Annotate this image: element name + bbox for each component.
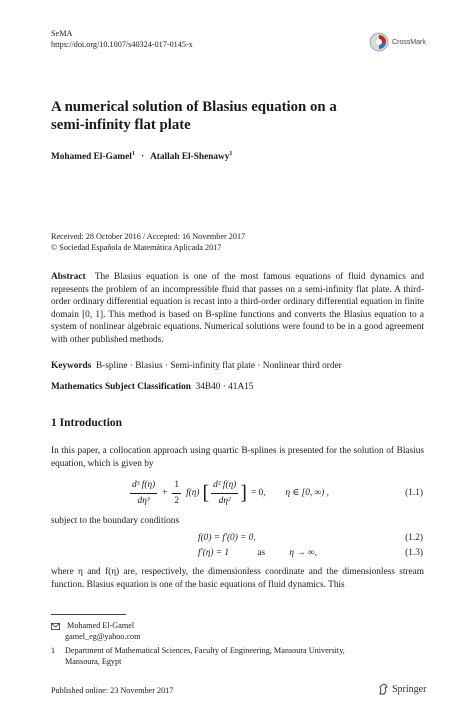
affiliation-line-2: Mansoura, Egypt [65, 657, 122, 666]
eq-1-1-plus: + [162, 487, 168, 498]
journal-name: SeMA [51, 29, 73, 38]
title-line-1: A numerical solution of Blasius equation on a [51, 99, 337, 115]
eq-1-1-equals-zero: = 0, [250, 487, 266, 498]
eq-1-3-lhs: f′(η) = 1 [198, 548, 229, 558]
paper-title [51, 98, 431, 134]
affiliation-line-1: Department of Mathematical Sciences, Faculty of Engineering, Mansoura University, [65, 646, 345, 655]
title-line-2: semi-infinity flat plate [51, 117, 191, 133]
msc-classification [51, 381, 424, 394]
received-accepted-dates: Received: 28 October 2016 / Accepted: 16 November 2017 [51, 232, 246, 241]
boundary-conditions-intro: subject to the boundary conditions [51, 516, 180, 526]
crossmark-badge[interactable] [369, 32, 426, 52]
eq-1-1-frac-second-derivative: $\frac{\text{d² f(η)}}{\text{dη²}}$ [213, 479, 237, 506]
keywords-text: B-spline · Blasius · Semi-infinity flat plate · Nonlinear third order [95, 361, 342, 371]
corresponding-author-name: Mohamed El-Gamel [67, 621, 135, 630]
author-affil-sup-2: 1 [229, 151, 233, 157]
copyright-notice: © Sociedad Española de Matemática Aplicada 2017 [51, 243, 222, 252]
crossmark-logo-icon [369, 32, 389, 52]
intro-paragraph-2: where η and f(η) are, respectively, the dimensionless coordinate and the dimensionless stream function. Blasius equation is one of the basic equations of fluid dynamics. This [51, 567, 424, 590]
published-online-date: Published online: 23 November 2017 [51, 686, 174, 695]
springer-horse-icon [378, 683, 389, 695]
affiliation [65, 645, 425, 667]
eq-1-1-domain: η ∈ [0, ∞) , [285, 487, 329, 498]
equation-number-1-2: (1.2) [405, 533, 423, 543]
springer-logo [378, 683, 426, 695]
abstract-text: The Blasius equation is one of the most famous equations of fluid dynamics and represents the problem of an incompressible fluid that passes on a semi-infinity flat plate. A third-order ordinary differential equation is recast into a third-order ordinary differential equation in finite domain [0, 1]. This method is based on B-spline functions and converts the Blasius equation to a system of nonlinear algebraic equations. Numerical solutions were found to be in a good agreement with other published methods. [51, 272, 424, 345]
eq-1-3-as: as [257, 548, 266, 558]
doi-link[interactable]: https://doi.org/10.1007/s40324-017-0145-x [51, 40, 193, 49]
author-name-2[interactable]: Atallah El-Shenawy [150, 152, 230, 163]
author-affil-sup-1: 1 [131, 151, 135, 157]
author-name-1[interactable]: Mohamed El-Gamel [51, 152, 132, 163]
eq-1-1-frac-half: $\frac{1}{2}$ [174, 479, 180, 506]
corresponding-author-footnote [51, 620, 134, 631]
equation-number-1-1: (1.1) [405, 488, 423, 498]
keywords [51, 360, 424, 373]
equation-1-3 [198, 547, 317, 560]
envelope-icon [51, 623, 60, 630]
footnote-divider [51, 614, 126, 615]
msc-codes: 34B40 · 41A15 [195, 382, 254, 392]
author-separator: · [141, 152, 145, 163]
affiliation-number: 1 [51, 646, 56, 655]
intro-paragraph-1: In this paper, a collocation approach using quartic B-splines is presented for the solution of Blasius equation, which is given by [51, 446, 424, 469]
keywords-label: Keywords [51, 361, 92, 371]
eq-1-3-rhs: η → ∞, [289, 548, 317, 558]
section-heading-introduction: 1 Introduction [51, 417, 123, 429]
abstract [51, 271, 424, 347]
equation-1-2: f(0) = f′(0) = 0, [198, 533, 256, 543]
equation-number-1-3: (1.3) [405, 548, 423, 558]
equation-1-1: $\frac{\text{d³ f(η)}}{\text{dη³}}$ + $\frac{1}{2}$ f(η) [ $\frac{\text{d² f(η)}}{\text{dη²}}$ ] = 0, η ∈ [0, ∞) , [132, 479, 329, 506]
eq-1-1-f-eta: f(η) [186, 487, 200, 498]
author-list [51, 148, 232, 164]
msc-label: Mathematics Subject Classification [51, 382, 191, 392]
corresponding-author-email[interactable]: gamel_eg@yahoo.com [65, 632, 141, 641]
eq-1-1-frac-third-derivative: $\frac{\text{d³ f(η)}}{\text{dη³}}$ [132, 479, 156, 506]
crossmark-label: CrossMark [392, 38, 426, 46]
springer-wordmark: Springer [392, 683, 427, 695]
abstract-label: Abstract [51, 272, 86, 282]
